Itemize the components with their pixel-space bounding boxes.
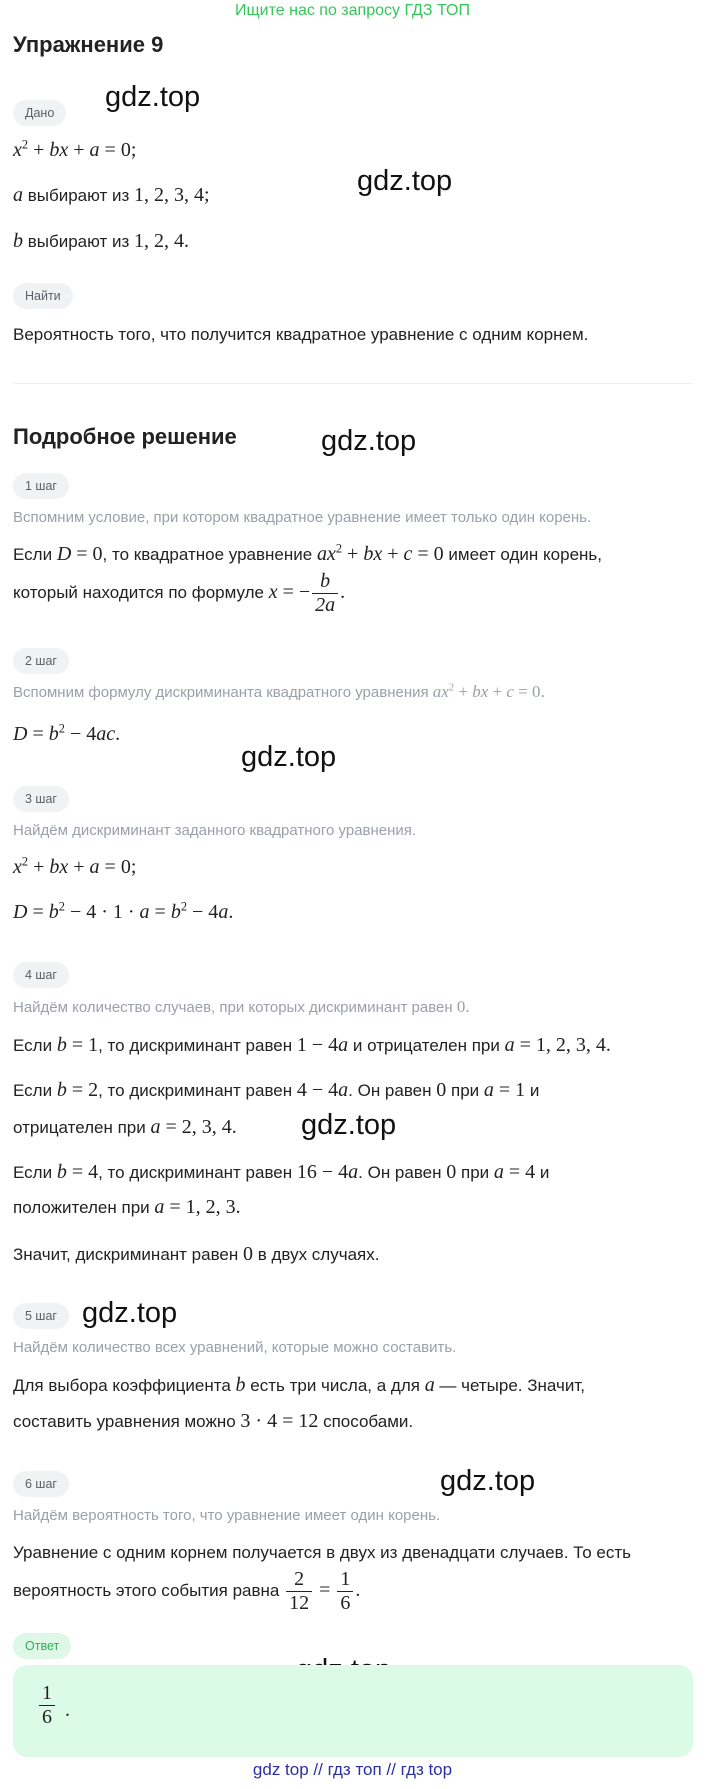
text: и отрицателен при <box>352 1036 500 1055</box>
exercise-title: Упражнение 9 <box>13 32 164 57</box>
text: . Он равен <box>348 1081 432 1100</box>
step-chip: 6 шаг <box>13 1471 69 1497</box>
text: , то дискриминант равен <box>98 1036 293 1055</box>
given-chip: Дано <box>13 100 66 126</box>
given-b-text: выбирают из <box>27 232 130 251</box>
text: при <box>451 1081 480 1100</box>
text: и <box>539 1163 550 1182</box>
case-b2-cont: отрицателен при a = 2, 3, 4. <box>13 1116 237 1138</box>
text: — четыре. Значит, <box>439 1376 585 1395</box>
text: отрицателен при <box>13 1118 146 1137</box>
watermark: gdz.top <box>241 741 337 773</box>
step-hint: Вспомним условие, при котором квадратное уравнение имеет только один корень. <box>13 509 592 526</box>
answer-box: $\frac{1}{6}$ . <box>13 1665 693 1757</box>
formula-fraction: $\frac{b}{2a}$ <box>312 570 338 617</box>
watermark: gdz.top <box>440 1465 536 1497</box>
text: Найдём количество случаев, при которых дискриминант равен <box>13 999 453 1016</box>
case-b4: Если b = 4, то дискриминант равен 16 − 4a. Он равен 0 при a = 4 и <box>13 1161 550 1183</box>
step-chip: 5 шаг <box>13 1303 69 1329</box>
text: при <box>461 1163 490 1182</box>
step-hint: Найдём количество всех уравнений, которые можно составить. <box>13 1339 457 1356</box>
given-b-values: 1, 2, 4. <box>134 230 190 252</box>
step-chip: 1 шаг <box>13 473 69 499</box>
text: Если <box>13 1081 53 1100</box>
text: Для выбора коэффициента <box>13 1376 231 1395</box>
find-chip: Найти <box>13 283 73 309</box>
text: который находится по формуле <box>13 582 264 602</box>
case-b2: Если b = 2, то дискриминант равен 4 − 4a. Он равен 0 при a = 1 и <box>13 1079 540 1101</box>
step-3-equation: $x^2$ + bx + a = 0; <box>13 854 137 878</box>
given-equation: $x^2$ + bx + a = 0; <box>13 137 137 161</box>
case-b4-cont: положителен при a = 1, 2, 3. <box>13 1196 241 1218</box>
step-1-line-2: который находится по формуле x = − $\frac{b}{2a}$ . <box>13 570 346 616</box>
text: Если <box>13 1036 53 1055</box>
text: Если <box>13 1163 53 1182</box>
text: , то квадратное уравнение <box>102 545 313 564</box>
step-3-discriminant: $D = b^2 - 4 \cdot 1 \cdot a = b^2 - 4a$. <box>13 899 234 923</box>
text: Значит, дискриминант равен <box>13 1245 239 1264</box>
fraction-2-12: $\frac{2}{12}$ <box>286 1568 312 1615</box>
step-hint: Найдём дискриминант заданного квадратного уравнения. <box>13 822 417 839</box>
given-a: a выбирают из 1, 2, 3, 4; <box>13 184 210 206</box>
answer-denominator: 6 <box>39 1705 55 1729</box>
step-hint: Найдём вероятность того, что уравнение имеет один корень. <box>13 1507 441 1524</box>
step-5-line-1: Для выбора коэффициента b есть три числа, а для a — четыре. Значит, <box>13 1374 585 1396</box>
step-6-line-1: Уравнение с одним корнем получается в двух из двенадцати случаев. То есть <box>13 1543 631 1562</box>
text: и <box>529 1081 540 1100</box>
step-chip: 3 шаг <box>13 786 69 812</box>
text: Вспомним формулу дискриминанта квадратного уравнения <box>13 684 429 701</box>
step-5-line-2: составить уравнения можно 3 · 4 = 12 способами. <box>13 1410 414 1432</box>
text: Если <box>13 545 53 564</box>
given-a-values: 1, 2, 3, 4; <box>134 184 210 206</box>
step-chip: 2 шаг <box>13 648 69 674</box>
discriminant-formula: $D = b^2 - 4ac$. <box>13 721 121 745</box>
text: . Он равен <box>358 1163 442 1182</box>
answer-fraction <box>39 1682 55 1729</box>
step-chip: 4 шаг <box>13 962 69 988</box>
answer-chip: Ответ <box>13 1633 71 1659</box>
text: есть три числа, а для <box>250 1376 420 1395</box>
text: положителен при <box>13 1198 150 1217</box>
text: способами. <box>323 1412 414 1431</box>
section-divider <box>13 383 693 384</box>
solution-title: Подробное решение <box>13 424 237 449</box>
step-hint: Найдём количество случаев, при которых дискриминант равен 0. <box>13 997 470 1016</box>
answer-numerator: 1 <box>42 1682 52 1704</box>
step-hint: Вспомним формулу дискриминанта квадратного уравнения $ax^2$ + bx + c = 0. <box>13 682 545 701</box>
text: вероятность этого события равна <box>13 1580 280 1600</box>
text: , то дискриминант равен <box>98 1081 293 1100</box>
find-text: Вероятность того, что получится квадратное уравнение с одним корнем. <box>13 325 589 344</box>
text: в двух случаях. <box>257 1245 380 1264</box>
watermark: gdz.top <box>82 1297 178 1329</box>
watermark: gdz.top <box>357 165 453 197</box>
given-a-text: выбирают из <box>27 186 130 205</box>
fraction-1-6: $\frac{1}{6}$ <box>337 1568 353 1615</box>
text: , то дискриминант равен <box>98 1163 293 1182</box>
text: имеет один корень, <box>448 545 602 564</box>
watermark: gdz.top <box>105 81 201 113</box>
step-4-conclusion: Значит, дискриминант равен 0 в двух случаях. <box>13 1243 380 1265</box>
watermark: gdz.top <box>301 1109 397 1141</box>
step-1-line-1: Если D = 0, то квадратное уравнение $ax^2$ + bx + c = 0 имеет один корень, <box>13 541 602 565</box>
case-b1: Если b = 1, то дискриминант равен 1 − 4a и отрицателен при a = 1, 2, 3, 4. <box>13 1034 611 1056</box>
watermark: gdz.top <box>321 425 417 457</box>
step-6-line-2: вероятность этого события равна $\frac{2}{12}$ = $\frac{1}{6}$ . <box>13 1568 361 1614</box>
search-banner: Ищите нас по запросу ГДЗ ТОП <box>235 2 470 19</box>
given-b: b выбирают из 1, 2, 4. <box>13 230 190 252</box>
text: составить уравнения можно <box>13 1412 236 1431</box>
footer-links[interactable]: gdz top // гдз топ // гдз top <box>252 1760 453 1779</box>
